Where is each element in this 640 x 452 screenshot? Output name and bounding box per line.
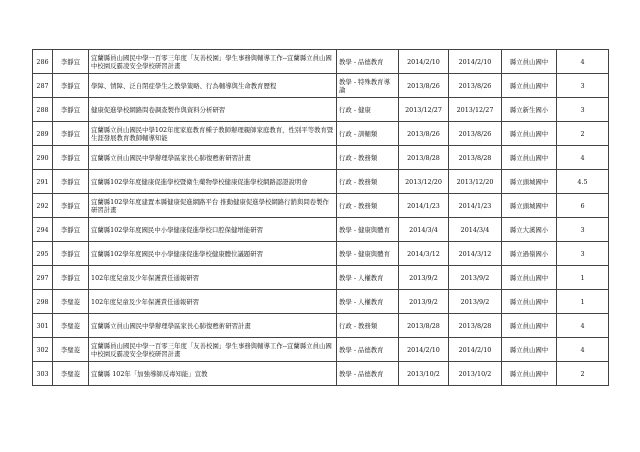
host-school-cell: 縣立大溪國小 bbox=[502, 218, 557, 242]
course-category-cell: 教學 - 人權教育 bbox=[337, 266, 399, 290]
hours-cell: 1 bbox=[557, 290, 609, 314]
course-category-cell: 教學 - 品德教育 bbox=[337, 338, 399, 362]
table-row bbox=[33, 266, 609, 290]
record-number-cell: 298 bbox=[33, 290, 53, 314]
record-number-cell: 286 bbox=[33, 50, 53, 74]
teacher-name-cell: 李靜宜 bbox=[53, 194, 89, 218]
start-date-cell: 2013/8/28 bbox=[399, 314, 449, 338]
start-date-cell: 2014/2/10 bbox=[399, 50, 449, 74]
teacher-name-cell: 李靜宜 bbox=[53, 170, 89, 194]
end-date-cell: 2014/1/23 bbox=[449, 194, 502, 218]
course-category-cell: 教學 - 品德教育 bbox=[337, 50, 399, 74]
start-date-cell: 2014/3/4 bbox=[399, 218, 449, 242]
course-category-cell: 教學 - 特殊教育導論 bbox=[337, 74, 399, 98]
record-number-cell: 287 bbox=[33, 74, 53, 98]
teacher-name-cell: 李靜宜 bbox=[53, 218, 89, 242]
start-date-cell: 2013/9/2 bbox=[399, 266, 449, 290]
hours-cell: 2 bbox=[557, 362, 609, 386]
record-number-cell: 289 bbox=[33, 122, 53, 146]
host-school-cell: 縣立員山國中 bbox=[502, 362, 557, 386]
course-category-cell: 行政 - 教務類 bbox=[337, 146, 399, 170]
record-number-cell: 291 bbox=[33, 170, 53, 194]
hours-cell: 1 bbox=[557, 266, 609, 290]
hours-cell: 3 bbox=[557, 74, 609, 98]
course-title-cell: 宜蘭縣102學年度國民中小學健康促進學校口腔保健增能研習 bbox=[89, 218, 337, 242]
end-date-cell: 2013/8/28 bbox=[449, 146, 502, 170]
end-date-cell: 2013/8/26 bbox=[449, 122, 502, 146]
course-title-cell: 宜蘭縣102學年度健康促進學校暨衛生藥物學校健康促進學校網路認證說明會 bbox=[89, 170, 337, 194]
teacher-name-cell: 李靜宜 bbox=[53, 242, 89, 266]
course-title-cell: 學障、情障、泛自閉症學生之教學策略、行為輔導與生命教育歷程 bbox=[89, 74, 337, 98]
end-date-cell: 2014/3/4 bbox=[449, 218, 502, 242]
hours-cell: 4 bbox=[557, 314, 609, 338]
teacher-name-cell: 李靜宜 bbox=[53, 74, 89, 98]
teacher-name-cell: 李璧菱 bbox=[53, 314, 89, 338]
course-title-cell: 宜蘭縣立員山國民中學辦理學區家長心肺復甦術研習計畫 bbox=[89, 314, 337, 338]
table-row bbox=[33, 338, 609, 362]
hours-cell: 4 bbox=[557, 146, 609, 170]
table-body bbox=[33, 50, 609, 386]
table-row bbox=[33, 314, 609, 338]
host-school-cell: 縣立員山國中 bbox=[502, 290, 557, 314]
course-category-cell: 教學 - 健康與體育 bbox=[337, 242, 399, 266]
course-category-cell: 行政 - 教務類 bbox=[337, 170, 399, 194]
teacher-name-cell: 李靜宜 bbox=[53, 122, 89, 146]
table-row bbox=[33, 50, 609, 74]
record-number-cell: 295 bbox=[33, 242, 53, 266]
host-school-cell: 縣立過嶺國小 bbox=[502, 242, 557, 266]
table-row bbox=[33, 170, 609, 194]
course-category-cell: 行政 - 訓輔類 bbox=[337, 122, 399, 146]
start-date-cell: 2013/8/26 bbox=[399, 122, 449, 146]
end-date-cell: 2013/9/2 bbox=[449, 266, 502, 290]
course-title-cell: 健康促進學校網路問卷調查製作與資料分析研習 bbox=[89, 98, 337, 122]
table-row bbox=[33, 74, 609, 98]
teacher-name-cell: 李靜宜 bbox=[53, 98, 89, 122]
hours-cell: 3 bbox=[557, 242, 609, 266]
course-title-cell: 102年度兒童及少年保護責任通報研習 bbox=[89, 266, 337, 290]
course-category-cell: 教學 - 健康與體育 bbox=[337, 218, 399, 242]
end-date-cell: 2013/12/27 bbox=[449, 98, 502, 122]
course-category-cell: 行政 - 教務類 bbox=[337, 194, 399, 218]
start-date-cell: 2013/8/28 bbox=[399, 146, 449, 170]
hours-cell: 2 bbox=[557, 122, 609, 146]
start-date-cell: 2013/12/20 bbox=[399, 170, 449, 194]
record-number-cell: 288 bbox=[33, 98, 53, 122]
teacher-name-cell: 李靜宜 bbox=[53, 50, 89, 74]
host-school-cell: 縣立員山國中 bbox=[502, 338, 557, 362]
table-row bbox=[33, 146, 609, 170]
record-number-cell: 302 bbox=[33, 338, 53, 362]
start-date-cell: 2014/3/12 bbox=[399, 242, 449, 266]
hours-cell: 3 bbox=[557, 98, 609, 122]
course-title-cell: 宜蘭縣立員山國民中學辦理學區家長心肺復甦術研習計畫 bbox=[89, 146, 337, 170]
hours-cell: 6 bbox=[557, 194, 609, 218]
table-row bbox=[33, 362, 609, 386]
start-date-cell: 2013/9/2 bbox=[399, 290, 449, 314]
course-title-cell: 宜蘭縣員山國民中學一百零三年度「友善校園」學生事務與輔導工作--宜蘭縣立員山國中校園反霸凌安全學校研習計畫 bbox=[89, 338, 337, 362]
course-category-cell: 教學 - 品德教育 bbox=[337, 362, 399, 386]
host-school-cell: 縣立新生國小 bbox=[502, 98, 557, 122]
start-date-cell: 2013/12/27 bbox=[399, 98, 449, 122]
host-school-cell: 縣立員山國中 bbox=[502, 122, 557, 146]
hours-cell: 4.5 bbox=[557, 170, 609, 194]
record-number-cell: 301 bbox=[33, 314, 53, 338]
teacher-name-cell: 李璧菱 bbox=[53, 362, 89, 386]
course-category-cell: 行政 - 教務類 bbox=[337, 314, 399, 338]
host-school-cell: 縣立員山國中 bbox=[502, 314, 557, 338]
table-row bbox=[33, 122, 609, 146]
host-school-cell: 縣立員山國中 bbox=[502, 74, 557, 98]
course-title-cell: 宜蘭縣員山國民中學一百零三年度「友善校園」學生事務與輔導工作--宜蘭縣立員山國中校園反霸凌安全學校研習計畫 bbox=[89, 50, 337, 74]
end-date-cell: 2014/2/10 bbox=[449, 338, 502, 362]
end-date-cell: 2013/9/2 bbox=[449, 290, 502, 314]
start-date-cell: 2013/10/2 bbox=[399, 362, 449, 386]
teacher-name-cell: 李璧菱 bbox=[53, 290, 89, 314]
table-row bbox=[33, 194, 609, 218]
record-number-cell: 303 bbox=[33, 362, 53, 386]
hours-cell: 3 bbox=[557, 218, 609, 242]
table-row bbox=[33, 98, 609, 122]
teacher-name-cell: 李靜宜 bbox=[53, 266, 89, 290]
course-title-cell: 宜蘭縣102學年度建置本縣健康促進網路平台 推動健康促進學校網路行銷與問卷製作研習計畫 bbox=[89, 194, 337, 218]
course-category-cell: 行政 - 健康 bbox=[337, 98, 399, 122]
table-row bbox=[33, 242, 609, 266]
start-date-cell: 2014/2/10 bbox=[399, 338, 449, 362]
host-school-cell: 縣立頭城國中 bbox=[502, 194, 557, 218]
host-school-cell: 縣立員山國中 bbox=[502, 266, 557, 290]
start-date-cell: 2013/8/26 bbox=[399, 74, 449, 98]
training-records-table bbox=[32, 49, 609, 386]
hours-cell: 4 bbox=[557, 50, 609, 74]
table-row bbox=[33, 218, 609, 242]
teacher-name-cell: 李靜宜 bbox=[53, 146, 89, 170]
host-school-cell: 縣立員山國中 bbox=[502, 146, 557, 170]
end-date-cell: 2013/8/26 bbox=[449, 74, 502, 98]
teacher-name-cell: 李璧菱 bbox=[53, 338, 89, 362]
hours-cell: 4 bbox=[557, 338, 609, 362]
course-title-cell: 宜蘭縣立員山國民中學102年度家庭教育種子教師辦理親師家庭教育，性別平等教育暨生涯發展教育教師輔導知能 bbox=[89, 122, 337, 146]
record-number-cell: 290 bbox=[33, 146, 53, 170]
end-date-cell: 2014/2/10 bbox=[449, 50, 502, 74]
course-title-cell: 宜蘭縣 102年「加強導師反毒知能」宣教 bbox=[89, 362, 337, 386]
course-category-cell: 教學 - 人權教育 bbox=[337, 290, 399, 314]
start-date-cell: 2014/1/23 bbox=[399, 194, 449, 218]
end-date-cell: 2013/12/20 bbox=[449, 170, 502, 194]
host-school-cell: 縣立頭城國中 bbox=[502, 170, 557, 194]
record-number-cell: 292 bbox=[33, 194, 53, 218]
course-title-cell: 102年度兒童及少年保護責任通報研習 bbox=[89, 290, 337, 314]
record-number-cell: 294 bbox=[33, 218, 53, 242]
table-row bbox=[33, 290, 609, 314]
end-date-cell: 2013/10/2 bbox=[449, 362, 502, 386]
end-date-cell: 2014/3/12 bbox=[449, 242, 502, 266]
record-number-cell: 297 bbox=[33, 266, 53, 290]
host-school-cell: 縣立員山國中 bbox=[502, 50, 557, 74]
end-date-cell: 2013/8/28 bbox=[449, 314, 502, 338]
course-title-cell: 宜蘭縣102學年度國民中小學健康促進學校健康體位議題研習 bbox=[89, 242, 337, 266]
